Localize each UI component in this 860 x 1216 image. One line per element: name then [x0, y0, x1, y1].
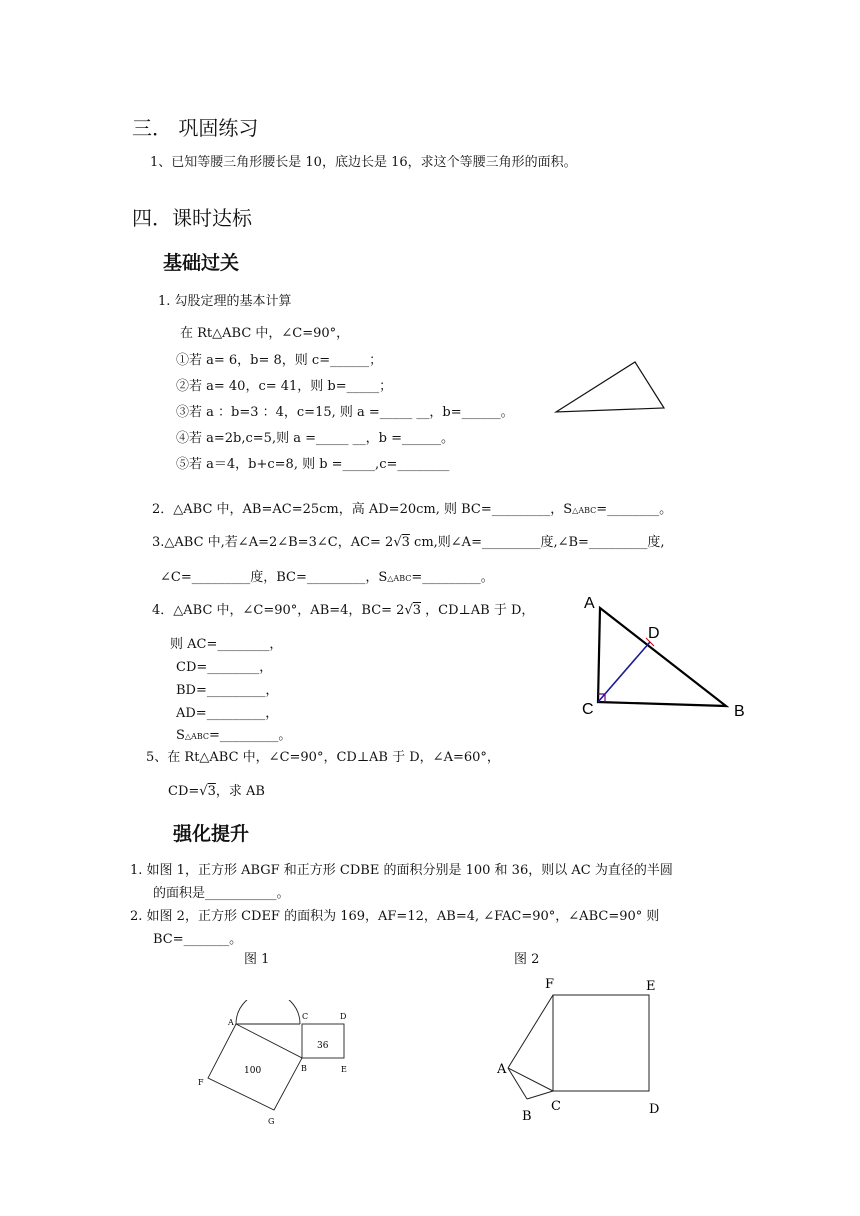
label-a: A	[584, 595, 595, 612]
fig2-label-a: A	[497, 1062, 507, 1077]
problem-3-line1: 3.△ABC 中,若∠A=2∠B=3∠C，AC= 2√3 cm,则∠A=_________度,∠B=_________度,	[152, 535, 665, 550]
figure-2-caption: 图 2	[514, 952, 540, 967]
sqrt-symbol: √	[393, 535, 402, 550]
problem-1-intro: 在 Rt△ABC 中，∠C=90°，	[180, 326, 350, 341]
sqrt-symbol: √	[404, 603, 413, 618]
problem-5-line1: 5、在 Rt△ABC 中，∠C=90°，CD⊥AB 于 D，∠A=60°，	[146, 750, 500, 765]
fig1-label-g: G	[268, 1117, 275, 1126]
sqrt-symbol: √	[199, 784, 208, 799]
problem-4-bd: BD=_________，	[176, 683, 279, 698]
figure-1-caption: 图 1	[244, 952, 270, 967]
problem-5-line2: CD=√3，求 AB	[168, 784, 265, 799]
label-c: C	[582, 701, 594, 718]
basic-title: 基础过关	[163, 252, 240, 274]
section3-title: 三． 巩固练习	[132, 116, 259, 140]
problem-1-item: ⑤若 a＝4，b+c=8, 则 b =_____,c=________	[176, 457, 450, 472]
fig1-label-c: C	[302, 1012, 309, 1021]
problem-4-line1: 4．△ABC 中，∠C=90°，AB=4，BC= 2√3 ，CD⊥AB 于 D，	[152, 603, 535, 618]
right-triangle-figure	[578, 590, 753, 722]
fig2-label-f: F	[545, 977, 555, 992]
fig1-area-big: 100	[244, 1066, 262, 1076]
problem-4-area: S△ABC=_________。	[176, 728, 292, 743]
problem-1-item: ③若 a ：b=3 ：4，c=15, 则 a =_____ __，b=______。	[176, 405, 514, 420]
advanced-2-line2: BC=_______。	[153, 932, 243, 947]
fig1-area-small: 36	[317, 1041, 329, 1051]
section4-title: 四．课时达标	[132, 206, 252, 230]
problem-1-item: ①若 a= 6，b= 8，则 c=______；	[176, 353, 383, 368]
advanced-1-line1: 1. 如图 1，正方形 ABGF 和正方形 CDBE 的面积分别是 100 和 36，则以 AC 为直径的半圆	[130, 863, 673, 878]
fig2-label-b: B	[522, 1109, 532, 1124]
problem-4-ac: 则 AC=________，	[170, 637, 283, 652]
fig1-label-a: A	[228, 1018, 234, 1027]
fig2-label-e: E	[646, 979, 656, 994]
fig1-label-f: F	[198, 1078, 204, 1087]
problem-2: 2．△ABC 中，AB=AC=25cm，高 AD=20cm, 则 BC=_________，S△ABC=________。	[152, 502, 673, 517]
problem-1-item: ④若 a=2b,c=5,则 a =_____ __，b =______。	[176, 431, 454, 446]
triangle-figure	[550, 356, 670, 416]
label-b: B	[734, 703, 745, 720]
label-d: D	[648, 625, 660, 642]
fig2-label-c: C	[551, 1099, 561, 1114]
problem-1-item: ②若 a= 40，c= 41，则 b=_____；	[176, 379, 393, 394]
question-1: 1、已知等腰三角形腰长是 10，底边长是 16，求这个等腰三角形的面积。	[150, 155, 577, 170]
problem-4-cd: CD=________，	[176, 660, 273, 675]
fig2-label-d: D	[649, 1102, 660, 1117]
advanced-title: 强化提升	[173, 823, 250, 845]
figure-2	[492, 972, 672, 1127]
problem-1-title: 1. 勾股定理的基本计算	[158, 294, 292, 309]
problem-4-ad: AD=_________，	[176, 706, 279, 721]
fig1-label-d: D	[340, 1012, 347, 1021]
fig1-label-e: E	[341, 1065, 347, 1074]
advanced-2-line1: 2. 如图 2，正方形 CDEF 的面积为 169，AF=12，AB=4, ∠FAC=90°，∠ABC=90° 则	[130, 909, 660, 924]
advanced-1-line2: 的面积是___________。	[153, 886, 290, 901]
problem-3-line2: ∠C=_________度，BC=_________，S△ABC=_________。	[160, 570, 494, 585]
fig1-label-b: B	[301, 1064, 307, 1073]
figure-1	[190, 1000, 365, 1130]
